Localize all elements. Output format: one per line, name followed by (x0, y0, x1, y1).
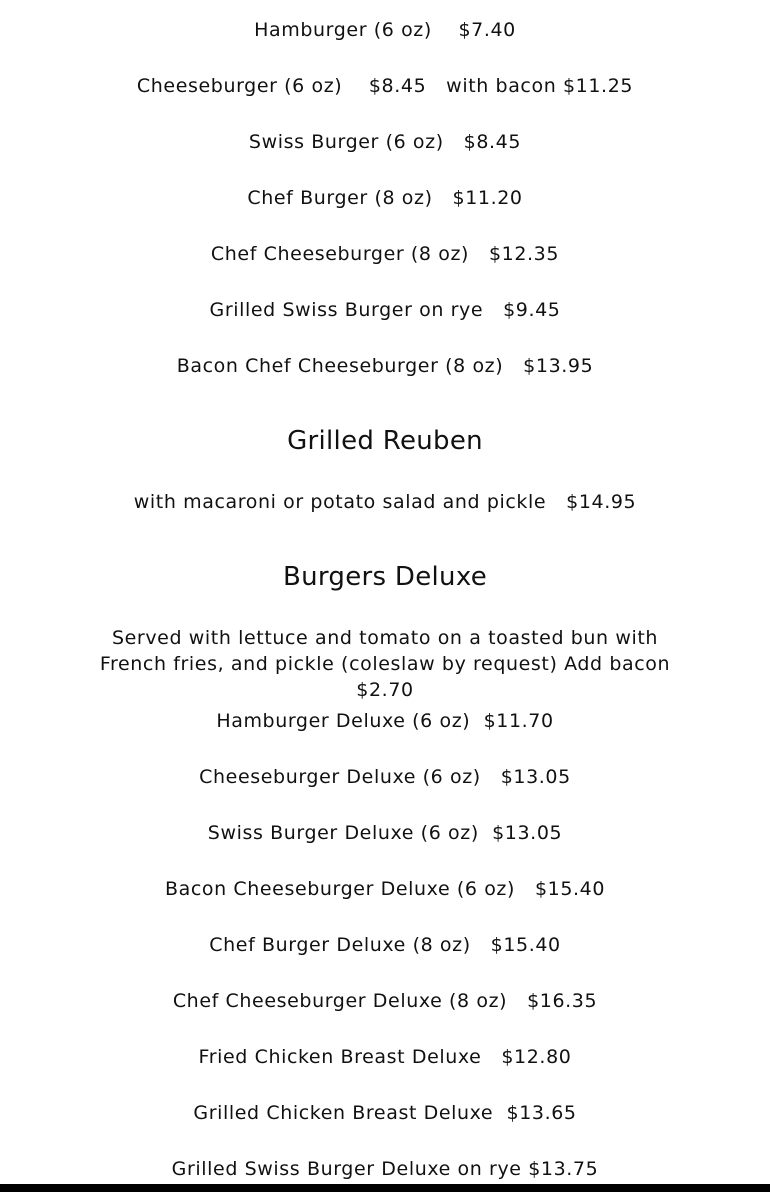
section-description-burgers-deluxe: Served with lettuce and tomato on a toasted bun with French fries, and pickle (coleslaw by request) Add bacon $2.70 (99, 627, 671, 701)
menu-item-cheeseburger-deluxe: Cheeseburger Deluxe (6 oz) $13.05 (199, 766, 571, 788)
menu-item-grilled-reuben: with macaroni or potato salad and pickle $14.95 (133, 491, 637, 513)
menu-item-cheeseburger: Cheeseburger (6 oz) $8.45 with bacon $11.25 (136, 75, 634, 97)
menu-item-grilled-swiss-burger: Grilled Swiss Burger on rye $9.45 (209, 299, 561, 321)
menu-item-hamburger: Hamburger (6 oz) $7.40 (254, 19, 516, 41)
menu-item-grilled-swiss-burger-deluxe: Grilled Swiss Burger Deluxe on rye $13.75 (171, 1158, 599, 1180)
menu-item-bacon-cheeseburger-deluxe: Bacon Cheeseburger Deluxe (6 oz) $15.40 (164, 878, 606, 900)
menu-item-hamburger-deluxe: Hamburger Deluxe (6 oz) $11.70 (216, 710, 554, 732)
menu-item-swiss-burger-deluxe: Swiss Burger Deluxe (6 oz) $13.05 (207, 822, 563, 844)
section-heading-burgers-deluxe: Burgers Deluxe (282, 562, 488, 592)
menu-item-grilled-chicken-breast-deluxe: Grilled Chicken Breast Deluxe $13.65 (193, 1102, 577, 1124)
menu-item-swiss-burger: Swiss Burger (6 oz) $8.45 (248, 131, 522, 153)
menu-item-chef-cheeseburger: Chef Cheeseburger (8 oz) $12.35 (210, 243, 560, 265)
menu-item-chef-cheeseburger-deluxe: Chef Cheeseburger Deluxe (8 oz) $16.35 (172, 990, 598, 1012)
section-heading-grilled-reuben: Grilled Reuben (287, 426, 483, 456)
menu-item-chef-burger-deluxe: Chef Burger Deluxe (8 oz) $15.40 (209, 934, 561, 956)
menu-item-fried-chicken-breast-deluxe: Fried Chicken Breast Deluxe $12.80 (198, 1046, 572, 1068)
menu-item-chef-burger: Chef Burger (8 oz) $11.20 (247, 187, 523, 209)
menu-item-bacon-chef-cheeseburger: Bacon Chef Cheeseburger (8 oz) $13.95 (176, 355, 594, 377)
bottom-border-bar (0, 1184, 770, 1192)
